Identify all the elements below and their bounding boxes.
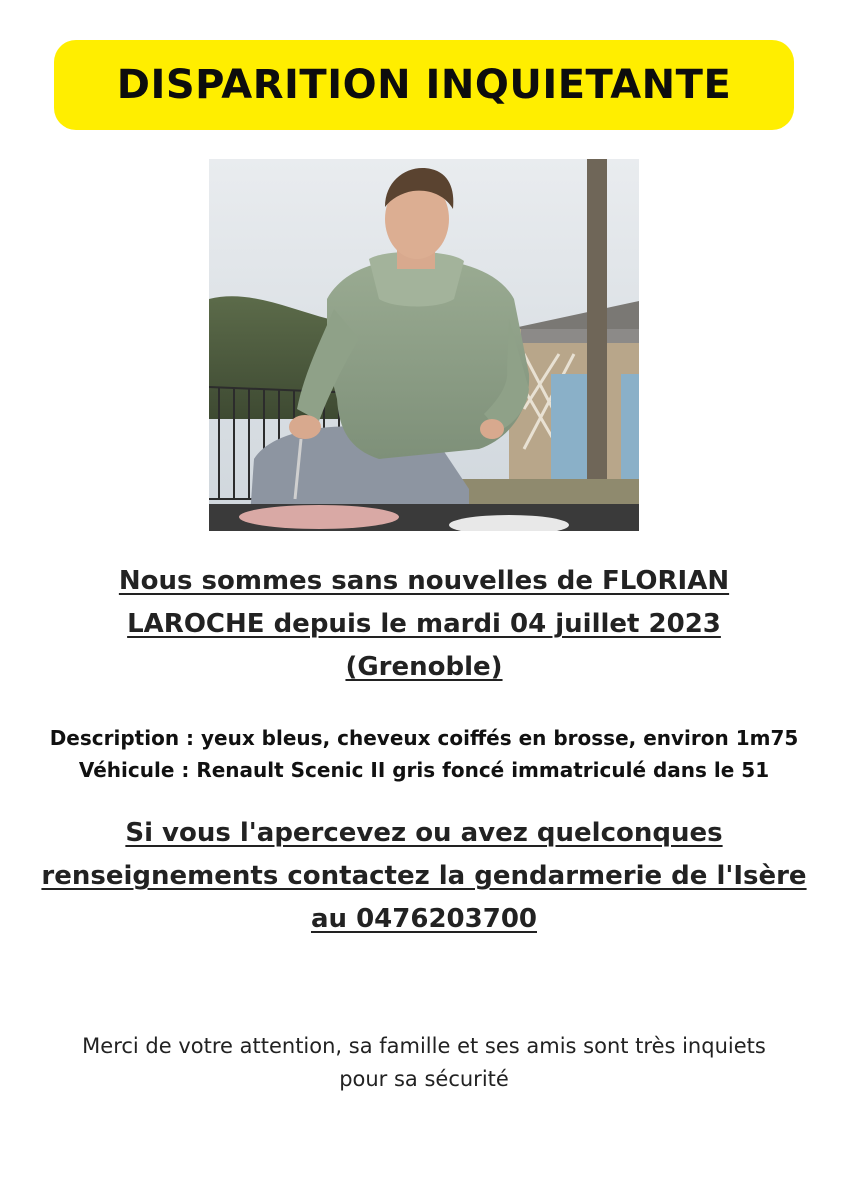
headline-line-2: LAROCHE depuis le mardi 04 juillet 2023 <box>127 609 721 639</box>
photo-illustration <box>209 159 639 531</box>
person-photo <box>209 159 639 531</box>
description-text: Description : yeux bleus, cheveux coiffés en brosse, environ 1m75 <box>49 726 799 750</box>
contact-line-1: Si vous l'apercevez ou avez quelconques <box>125 818 723 848</box>
contact-line-3: au 0476203700 <box>310 904 537 934</box>
headline-line-3: (Grenoble) <box>345 652 503 682</box>
thanks-line-1: Merci de votre attention, sa famille et ses amis sont très inquiets <box>82 1034 766 1058</box>
missing-person-headline <box>74 560 774 689</box>
contact-line-2: renseignements contactez la gendarmerie de l'Isère <box>41 861 807 891</box>
headline-line-1: Nous sommes sans nouvelles de FLORIAN <box>118 566 730 596</box>
page-title: DISPARITION INQUIETANTE <box>116 62 732 108</box>
title-banner <box>54 40 794 130</box>
thanks-line-2: pour sa sécurité <box>339 1067 509 1091</box>
person-details <box>20 722 828 786</box>
contact-instructions <box>24 812 824 941</box>
vehicle-text: Véhicule : Renault Scenic II gris foncé immatriculé dans le 51 <box>78 758 770 782</box>
thanks-message <box>14 1030 834 1096</box>
